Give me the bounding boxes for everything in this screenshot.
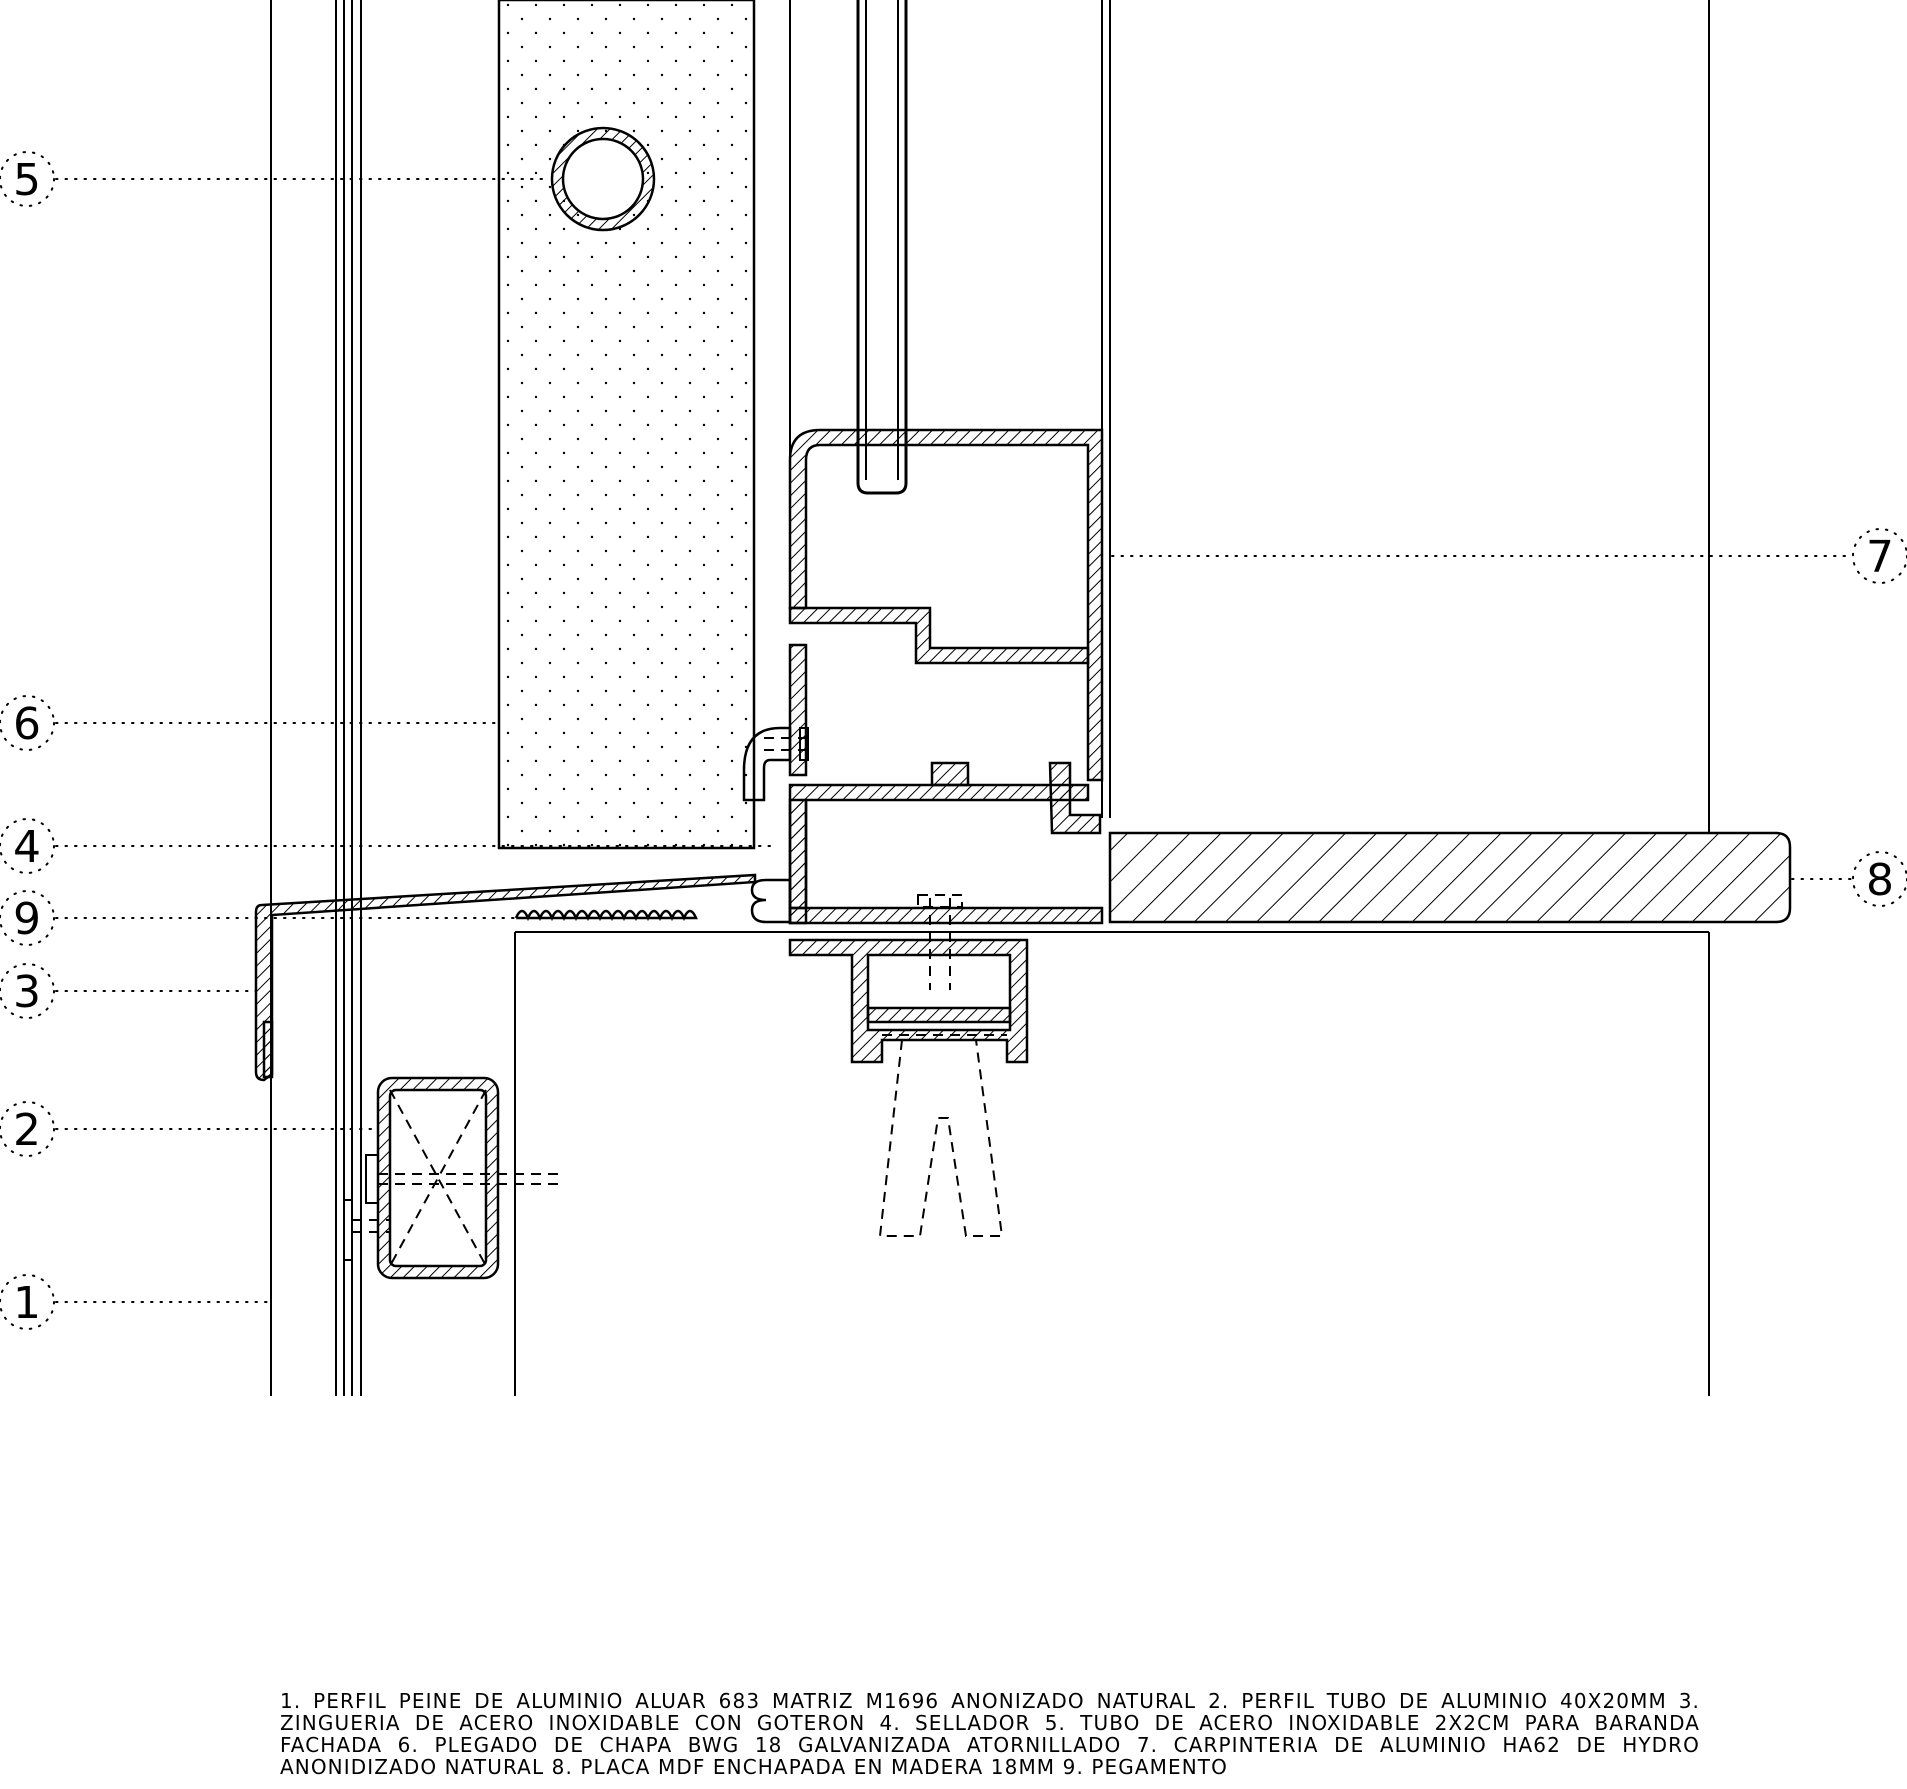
legend-item: 5. TUBO DE ACERO INOXIDABLE 2X2CM PARA BARANDA FACHADA xyxy=(280,1711,1700,1757)
callout-3 xyxy=(0,964,256,1018)
callout-1 xyxy=(0,1275,271,1329)
callout-5 xyxy=(0,152,546,206)
anchor-profile xyxy=(790,895,1027,1236)
legend-item: 4. SELLADOR xyxy=(879,1711,1031,1735)
placa-mdf-enchapada xyxy=(1110,833,1790,922)
tubo-acero-inoxidable xyxy=(552,128,654,230)
legend-notes xyxy=(280,1690,1700,1778)
legend-item: 2. PERFIL TUBO DE ALUMINIO 40X20MM xyxy=(1208,1689,1667,1713)
zingueria-acero-inoxidable xyxy=(256,875,755,1080)
svg-text:3: 3 xyxy=(13,967,41,1018)
perfil-peine-aluminio xyxy=(271,0,361,1396)
legend-item: 8. PLACA MDF ENCHAPADA EN MADERA 18MM xyxy=(551,1755,1056,1779)
callout-2 xyxy=(0,1102,378,1156)
perfil-tubo-aluminio xyxy=(344,1078,562,1278)
callout-6 xyxy=(0,696,499,750)
legend-item: 9. PEGAMENTO xyxy=(1062,1755,1228,1779)
legend-item: 1. PERFIL PEINE DE ALUMINIO ALUAR 683 MATRIZ M1696 ANONIZADO NATURAL xyxy=(280,1689,1197,1713)
svg-text:5: 5 xyxy=(13,155,41,206)
svg-text:1: 1 xyxy=(13,1278,41,1329)
svg-text:6: 6 xyxy=(13,699,41,750)
callout-7 xyxy=(1112,529,1907,583)
sellador-bead xyxy=(752,880,790,922)
svg-text:8: 8 xyxy=(1866,855,1894,906)
carpinteria-aluminio xyxy=(744,0,1110,923)
legend-item: 3. ZINGUERIA DE ACERO INOXIDABLE CON GOTERON xyxy=(280,1689,1700,1735)
svg-text:9: 9 xyxy=(13,894,41,945)
svg-text:4: 4 xyxy=(13,822,41,873)
legend-item: 6. PLEGADO DE CHAPA BWG 18 GALVANIZADA ATORNILLADO xyxy=(397,1733,1122,1757)
svg-text:7: 7 xyxy=(1866,532,1894,583)
pegamento-bead xyxy=(516,911,696,918)
legend-item: 7. CARPINTERIA DE ALUMINIO HA62 DE HYDRO ANONIDIZADO NATURAL xyxy=(280,1733,1700,1779)
plegado-chapa-galvanizada xyxy=(499,0,754,848)
svg-text:2: 2 xyxy=(13,1105,41,1156)
callout-8 xyxy=(1792,852,1907,906)
base-slab xyxy=(515,932,1709,1396)
